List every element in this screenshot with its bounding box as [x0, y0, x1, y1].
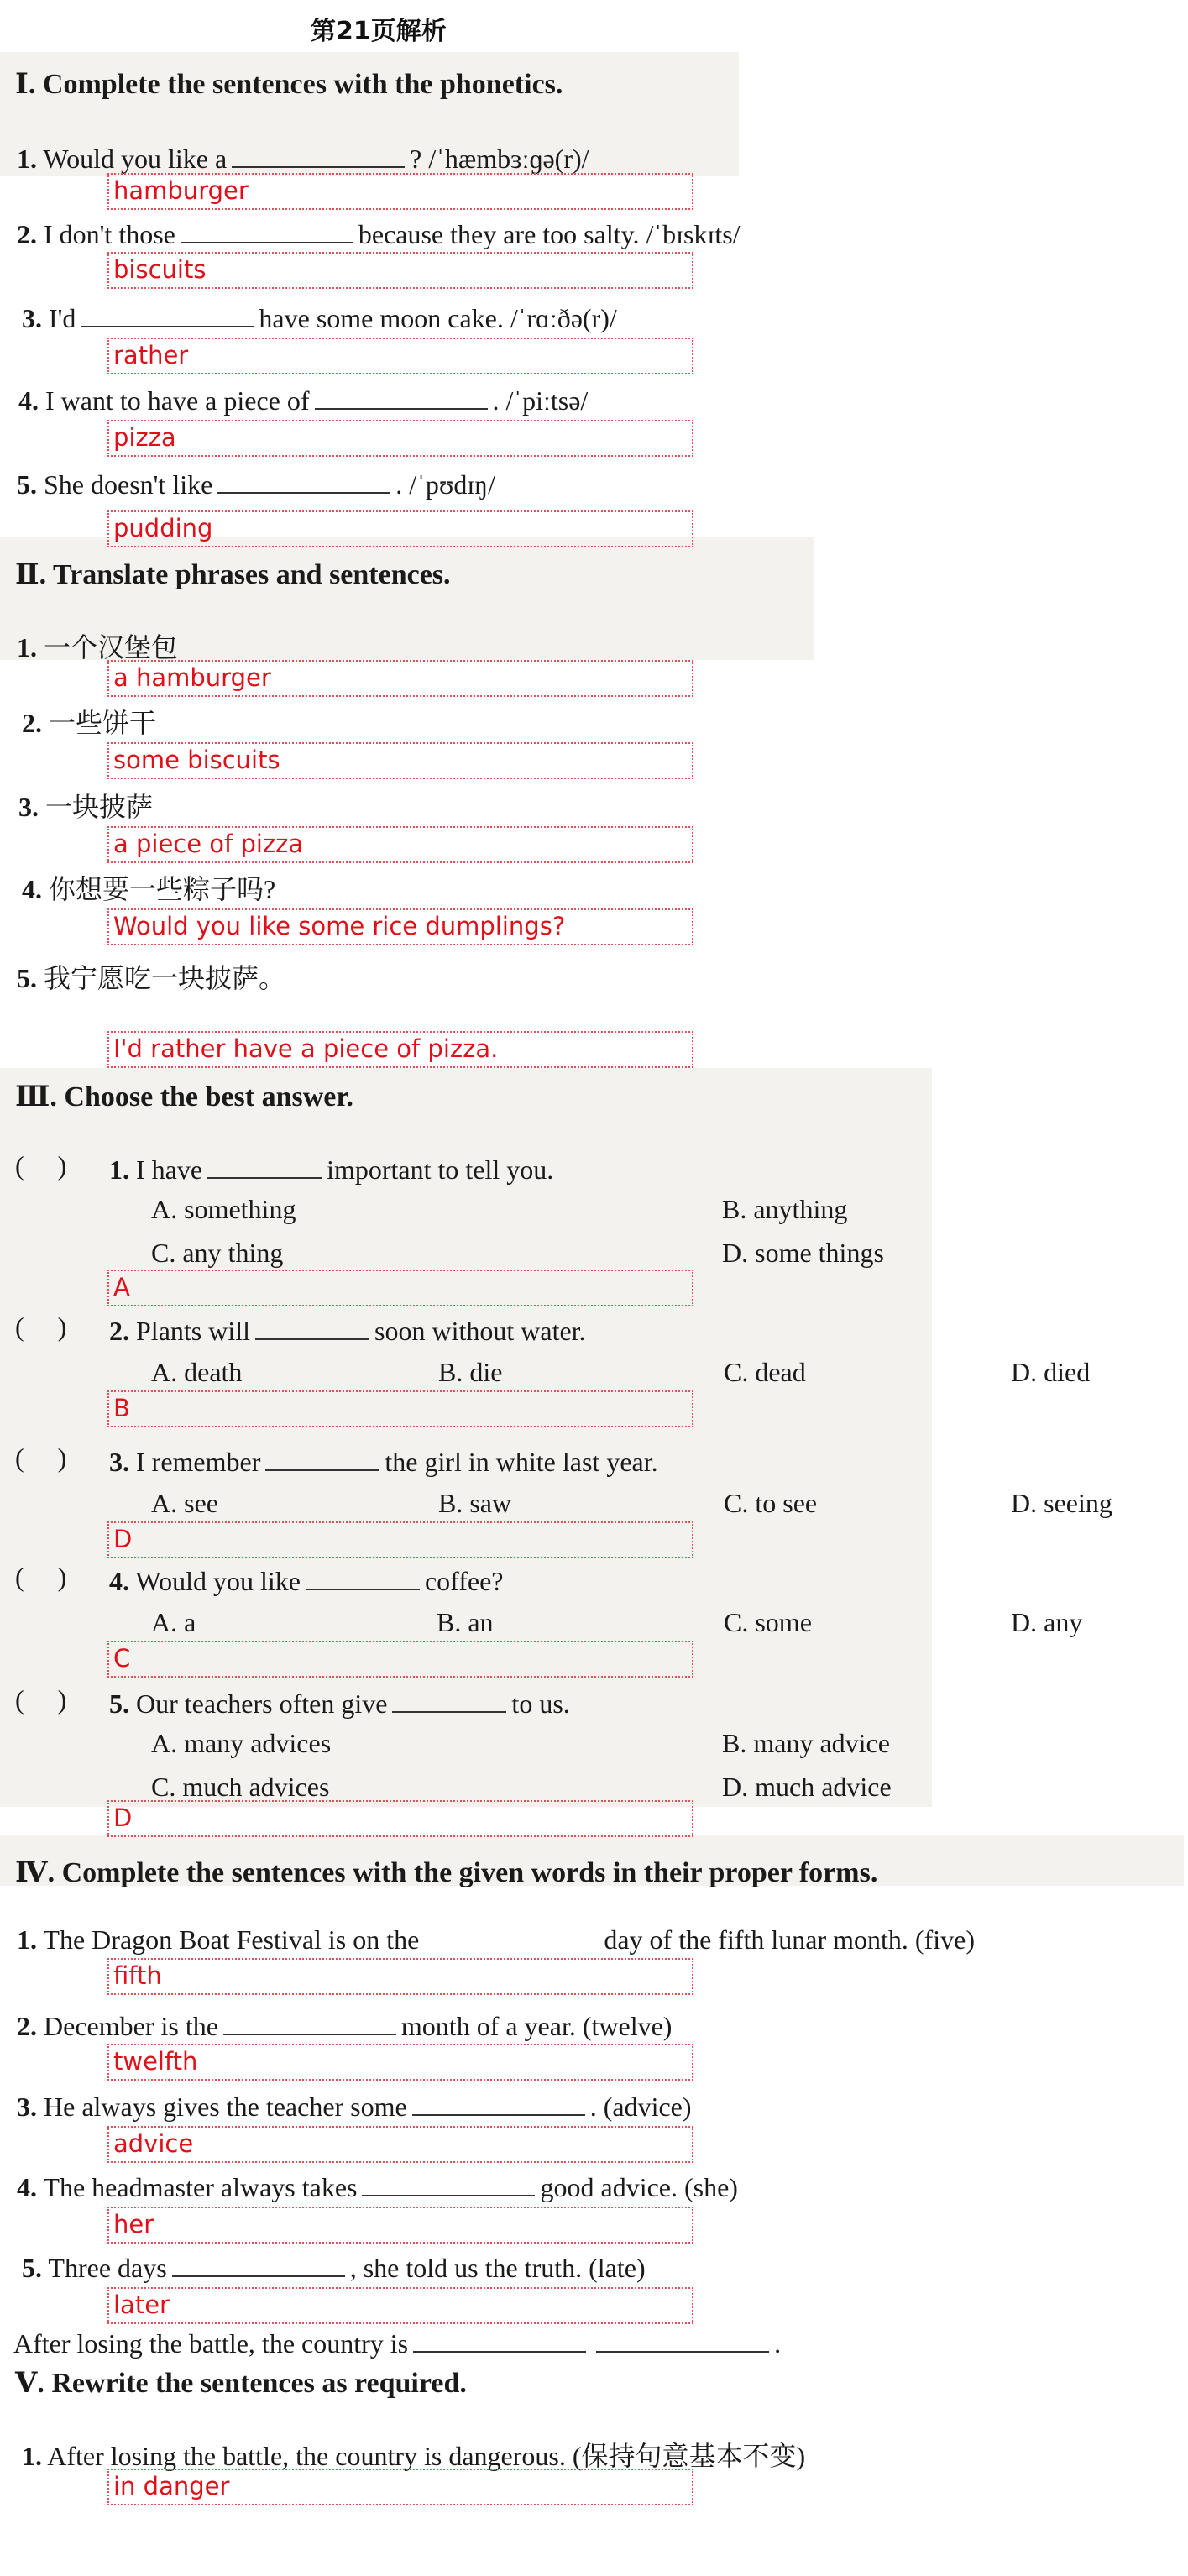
answer-box: D	[107, 1800, 693, 1837]
option: B. anything	[722, 1194, 848, 1224]
answer-blank	[223, 2007, 396, 2035]
s3-question-4: 4. Would you like coffee?	[109, 1562, 503, 1597]
option: C. any thing	[151, 1238, 284, 1268]
answer-paren: ( )	[15, 1562, 67, 1592]
answer-box: a hamburger	[107, 660, 693, 697]
section-1-title: Ⅰ. Complete the sentences with the phonetics.	[15, 69, 563, 100]
answer-blank	[265, 1442, 379, 1471]
stray-sentence: After losing the battle, the country is .	[13, 2324, 781, 2359]
option: D. died	[1011, 1357, 1091, 1387]
s1-question-5: 5. She doesn't like . /ˈpʊdɪŋ/	[17, 465, 495, 500]
s2-question-3: 3. 一块披萨	[18, 792, 154, 822]
section-5-title: Ⅴ. Rewrite the sentences as required.	[15, 2368, 467, 2399]
option: C. to see	[724, 1488, 818, 1518]
option: D. much advice	[722, 1772, 892, 1802]
section-3-title: Ⅲ. Choose the best answer.	[15, 1081, 353, 1113]
answer-box: pizza	[107, 420, 693, 457]
option: A. a	[151, 1607, 196, 1637]
option: B. an	[437, 1607, 494, 1637]
s4-question-5: 5. Three days , she told us the truth. (late)	[22, 2249, 646, 2284]
answer-blank	[315, 381, 488, 410]
answer-box: in danger	[107, 2469, 693, 2505]
s1-question-2: 2. I don't those because they are too salty. /ˈbɪskɪts/	[17, 215, 741, 250]
answer-blank	[412, 2087, 585, 2116]
option: A. many advices	[151, 1728, 332, 1758]
option: D. any	[1011, 1607, 1083, 1637]
answer-box: D	[107, 1521, 693, 1558]
s4-question-4: 4. The headmaster always takes good advice. (she)	[17, 2168, 738, 2203]
s1-question-4: 4. I want to have a piece of . /ˈpiːtsə/	[18, 381, 588, 416]
option: B. many advice	[722, 1728, 890, 1758]
s3-question-5: 5. Our teachers often give to us.	[109, 1684, 570, 1720]
s3-question-3: 3. I remember the girl in white last year.	[109, 1442, 658, 1478]
option: A. see	[151, 1488, 218, 1518]
page-title: 第21页解析	[311, 17, 447, 46]
s3-question-2: 2. Plants will soon without water.	[109, 1312, 586, 1347]
s4-question-2: 2. December is the month of a year. (twelve)	[17, 2007, 672, 2042]
answer-box: C	[107, 1641, 693, 1678]
answer-blank	[172, 2249, 345, 2277]
answer-blank	[362, 2168, 535, 2196]
s1-question-1: 1. Would you like a ? /ˈhæmbɜːɡə(r)/	[17, 139, 589, 175]
option: D. seeing	[1011, 1488, 1112, 1518]
s4-question-3: 3. He always gives the teacher some . (advice)	[17, 2087, 692, 2123]
s1-question-3: 3. I'd have some moon cake. /ˈrɑːðə(r)/	[22, 299, 617, 334]
answer-paren: ( )	[15, 1684, 67, 1715]
answer-box: some biscuits	[107, 742, 693, 779]
answer-blank	[255, 1312, 369, 1340]
s5-question-1: 1. After losing the battle, the country is dangerous. (保持句意基本不变)	[22, 2441, 806, 2471]
option: B. die	[438, 1357, 503, 1387]
answer-box: A	[107, 1270, 693, 1306]
answer-blank	[217, 465, 390, 494]
option: C. dead	[724, 1357, 806, 1387]
answer-box: rather	[107, 338, 693, 374]
s4-question-1: 1. The Dragon Boat Festival is on the day of the fifth lunar month. (five)	[17, 1924, 975, 1955]
answer-blank	[413, 2324, 586, 2353]
answer-blank	[81, 299, 254, 327]
answer-paren: ( )	[15, 1150, 67, 1181]
answer-paren: ( )	[15, 1442, 67, 1473]
answer-blank	[596, 2324, 769, 2353]
section-2-title: Ⅱ. Translate phrases and sentences.	[15, 559, 451, 590]
option: B. saw	[438, 1488, 512, 1518]
s2-question-5: 5. 我宁愿吃一块披萨。	[17, 963, 286, 993]
answer-paren: ( )	[15, 1312, 67, 1342]
section-4-title: Ⅳ. Complete the sentences with the given words in their proper forms.	[15, 1857, 878, 1888]
answer-box: twelfth	[107, 2044, 693, 2081]
answer-blank	[306, 1562, 420, 1590]
answer-box: biscuits	[107, 252, 693, 289]
answer-blank	[392, 1684, 506, 1713]
answer-blank	[181, 215, 353, 243]
answer-blank	[232, 139, 405, 168]
answer-box: her	[107, 2207, 693, 2244]
option: A. death	[151, 1357, 243, 1387]
answer-blank	[207, 1150, 322, 1179]
answer-box: a piece of pizza	[107, 826, 693, 863]
answer-box: hamburger	[107, 173, 693, 210]
answer-box: B	[107, 1390, 693, 1427]
s3-question-1: 1. I have important to tell you.	[109, 1150, 553, 1186]
answer-box: pudding	[107, 510, 693, 547]
s2-question-1: 1. 一个汉堡包	[17, 632, 179, 662]
s2-question-2: 2. 一些饼干	[22, 708, 157, 738]
s2-question-4: 4. 你想要一些粽子吗?	[22, 874, 276, 904]
answer-box: later	[107, 2287, 693, 2324]
option: A. something	[151, 1194, 296, 1224]
answer-box: Would you like some rice dumplings?	[107, 908, 693, 945]
option: C. much advices	[151, 1772, 330, 1802]
answer-box: I'd rather have a piece of pizza.	[107, 1031, 693, 1068]
answer-box: fifth	[107, 1958, 693, 1995]
answer-box: advice	[107, 2126, 693, 2163]
option: C. some	[724, 1607, 812, 1637]
option: D. some things	[722, 1238, 884, 1268]
